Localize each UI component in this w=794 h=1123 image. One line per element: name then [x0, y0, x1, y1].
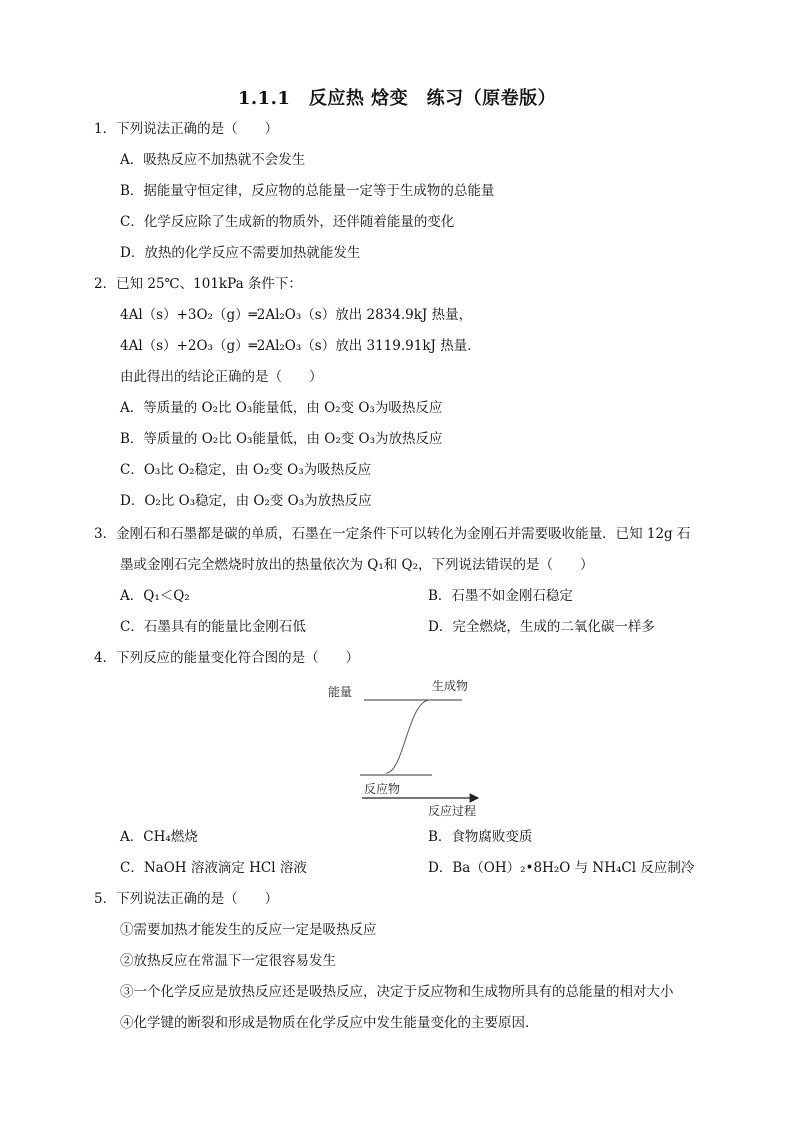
page-title: 1.1.1 反应热 焓变 练习（原卷版）	[237, 88, 557, 109]
q2-question: 由此得出的结论正确的是（ ）	[120, 369, 323, 385]
diagram-product-label: 生成物	[432, 679, 469, 693]
q1-option-c: C．化学反应除了生成新的物质外，还伴随着能量的变化	[120, 214, 455, 230]
q2-option-a: A．等质量的 O₂比 O₃能量低，由 O₂变 O₃为吸热反应	[120, 400, 443, 416]
q1-stem: 1．下列说法正确的是（ ）	[94, 121, 279, 137]
q5-stem: 5．下列说法正确的是（ ）	[94, 891, 279, 907]
q3-stem-line-2: 墨或金刚石完全燃烧时放出的热量依次为 Q₁和 Q₂，下列说法错误的是（ ）	[120, 557, 594, 573]
q5-statement-3: ③一个化学反应是放热反应还是吸热反应，决定于反应物和生成物所具有的总能量的相对大小	[120, 984, 674, 1000]
q3-option-b: B．石墨不如金刚石稳定	[428, 588, 573, 604]
q5-statement-4: ④化学键的断裂和形成是物质在化学反应中发生能量变化的主要原因．	[120, 1015, 539, 1031]
energy-diagram	[322, 672, 492, 820]
diagram-progress-label: 反应过程	[428, 804, 477, 818]
q2-option-c: C．O₃比 O₂稳定，由 O₂变 O₃为吸热反应	[120, 462, 372, 478]
q3-option-c: C．石墨具有的能量比金刚石低	[120, 619, 306, 635]
q3-stem-line-1: 3．金刚石和石墨都是碳的单质，石墨在一定条件下可以转化为金刚石并需要吸收能量．已知 12g 石	[94, 526, 691, 542]
diagram-reactant-label: 反应物	[364, 782, 401, 796]
diagram-energy-label: 能量	[328, 685, 353, 699]
q2-option-b: B．等质量的 O₂比 O₃能量低，由 O₂变 O₃为放热反应	[120, 431, 443, 447]
q3-option-d: D．完全燃烧，生成的二氧化碳一样多	[428, 619, 655, 635]
q5-statement-2: ②放热反应在常温下一定很容易发生	[120, 953, 336, 969]
q1-option-d: D．放热的化学反应不需要加热就能发生	[120, 245, 361, 261]
q4-option-c: C．NaOH 溶液滴定 HCl 溶液	[120, 860, 307, 876]
q2-equation-2: 4Al（s）+2O₃（g）═2Al₂O₃（s）放出 3119.91kJ 热量．	[120, 338, 481, 354]
q2-equation-1: 4Al（s）+3O₂（g）═2Al₂O₃（s）放出 2834.9kJ 热量，	[120, 307, 473, 323]
q2-option-d: D．O₂比 O₃稳定，由 O₂变 O₃为放热反应	[120, 493, 372, 509]
q2-stem: 2．已知 25℃、101kPa 条件下：	[94, 276, 302, 292]
q3-option-a: A．Q₁＜Q₂	[120, 588, 190, 604]
q5-statement-1: ①需要加热才能发生的反应一定是吸热反应	[120, 922, 377, 938]
q1-option-b: B．据能量守恒定律，反应物的总能量一定等于生成物的总能量	[120, 183, 495, 199]
q1-option-a: A．吸热反应不加热就不会发生	[120, 152, 306, 168]
q4-option-a: A．CH₄燃烧	[120, 829, 198, 845]
q4-stem: 4．下列反应的能量变化符合图的是（ ）	[94, 650, 360, 666]
q4-option-d: D．Ba（OH）₂•8H₂O 与 NH₄Cl 反应制冷	[428, 860, 695, 876]
q4-option-b: B．食物腐败变质	[428, 829, 533, 845]
energy-curve	[386, 700, 430, 773]
